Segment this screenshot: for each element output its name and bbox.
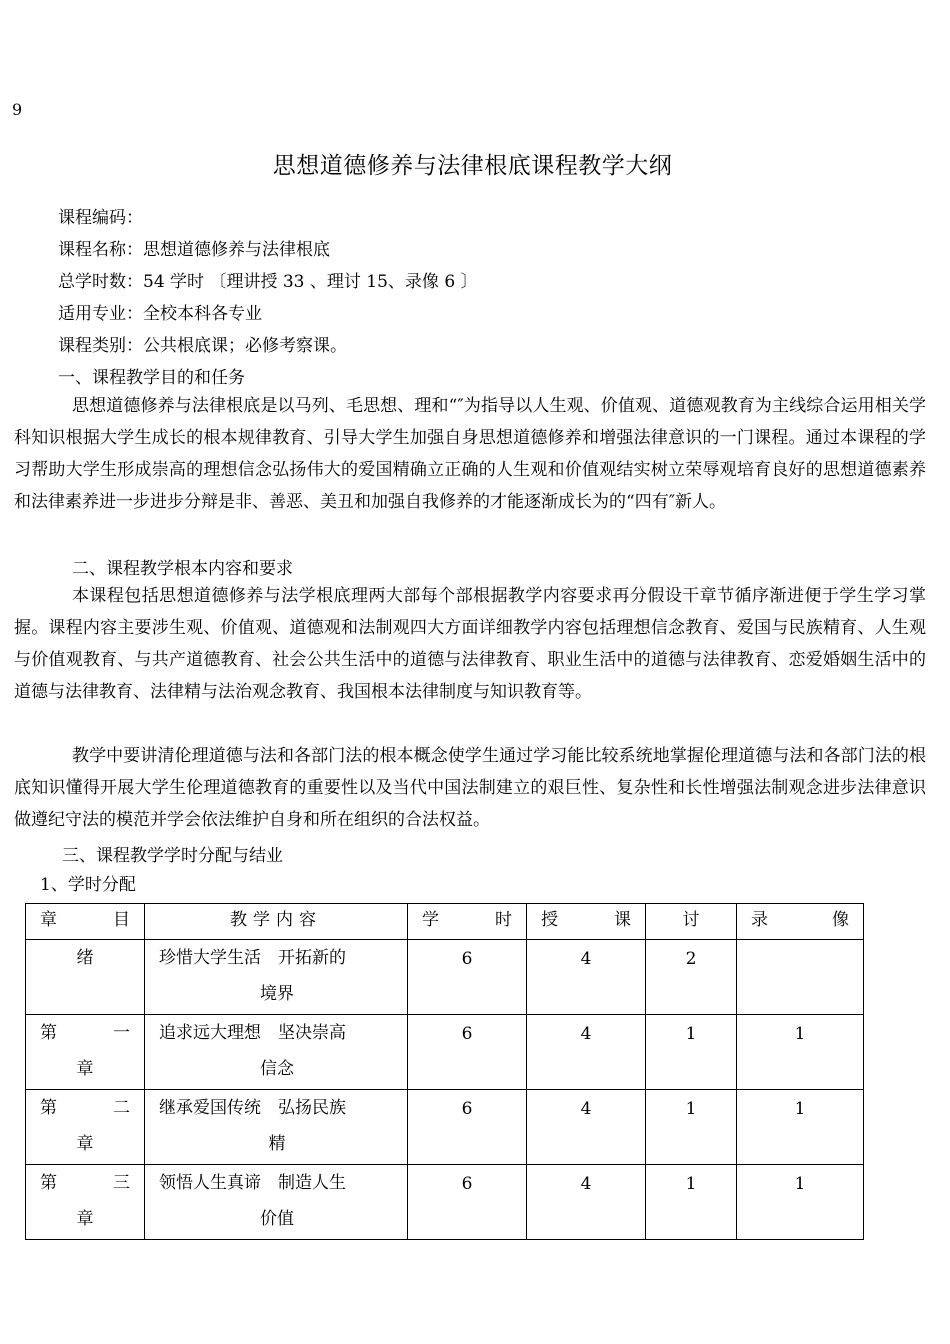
row-chapter: 第一 章 <box>26 1015 145 1090</box>
page-number: 9 <box>12 100 23 119</box>
table-row <box>26 940 864 1015</box>
row-lecture: 4 <box>527 1090 646 1165</box>
row-lecture: 4 <box>527 940 646 1015</box>
row-hours: 6 <box>408 1090 527 1165</box>
row-hours: 6 <box>408 1015 527 1090</box>
header-discussion: 讨 <box>646 904 737 940</box>
document-title: 思想道德修养与法律根底课程教学大纲 <box>272 153 673 179</box>
table-row <box>26 1015 864 1090</box>
header-lecture: 授课 <box>527 904 646 940</box>
row-hours: 6 <box>408 1165 527 1240</box>
header-video: 录像 <box>737 904 864 940</box>
row-video: 1 <box>737 1165 864 1240</box>
section1-paragraph: 思想道德修养与法律根底是以马列、毛思想、理和“″为指导以人生观、价值观、道德观教育为主线综合运用相关学科知识根据大学生成长的根本规律教育、引导大学生加强自身思想道德修养和增强法律意识的一门课程。通过本课程的学习帮助大学生形成崇高的理想信念弘扬伟大的爱国精确立正确的人生观和价值观结实树立荣辱观培育良好的思想道德素养和法律素养进一步进步分辩是非、善恶、美丑和加强自我修养的才能逐渐成长为的“四有″新人。 <box>14 396 926 512</box>
applicable-majors: 适用专业：全校本科各专业 <box>58 304 262 324</box>
row-content: 继承爱国传统 弘扬民族 精 <box>145 1090 408 1165</box>
row-chapter: 第二 章 <box>26 1090 145 1165</box>
row-chapter: 第三 章 <box>26 1165 145 1240</box>
section1-heading: 一、课程教学目的和任务 <box>58 368 245 388</box>
section2-heading: 二、课程教学根本内容和要求 <box>72 559 293 579</box>
row-chapter: 绪 <box>26 940 145 1015</box>
header-chapter: 章目 <box>26 904 145 940</box>
section2-paragraph-1: 本课程包括思想道德修养与法学根底理两大部每个部根据教学内容要求再分假设干章节循序渐进便于学生学习掌握。课程内容主要涉生观、价值观、道德观和法制观四大方面详细教学内容包括理想信念教育、爱国与民族精育、人生观与价值观教育、与共产道德教育、社会公共生活中的道德与法律教育、职业生活中的道德与法律教育、恋爱婚姻生活中的道德与法律教育、法律精与法治观念教育、我国根本法律制度与知识教育等。 <box>14 586 926 702</box>
row-lecture: 4 <box>527 1165 646 1240</box>
table-row <box>26 1090 864 1165</box>
row-discussion: 2 <box>646 940 737 1015</box>
table-row <box>26 1165 864 1240</box>
row-hours: 6 <box>408 940 527 1015</box>
row-video: 1 <box>737 1015 864 1090</box>
header-hours: 学时 <box>408 904 527 940</box>
hours-table <box>25 903 864 1240</box>
total-hours: 总学时数：54 学时 〔理讲授 33 、理讨 15、录像 6 〕 <box>58 272 478 292</box>
row-content: 追求远大理想 坚决崇高 信念 <box>145 1015 408 1090</box>
course-category: 课程类别：公共根底课；必修考察课。 <box>58 336 347 356</box>
course-name: 课程名称：思想道德修养与法律根底 <box>58 240 330 260</box>
header-content: 教学内容 <box>145 904 408 940</box>
row-lecture: 4 <box>527 1015 646 1090</box>
row-discussion: 1 <box>646 1090 737 1165</box>
row-content: 珍惜大学生活 开拓新的 境界 <box>145 940 408 1015</box>
row-discussion: 1 <box>646 1015 737 1090</box>
row-video <box>737 940 864 1015</box>
section2-paragraph-2: 教学中要讲清伦理道德与法和各部门法的根本概念使学生通过学习能比较系统地掌握伦理道德与法和各部门法的根底知识懂得开展大学生伦理道德教育的重要性以及当代中国法制建立的艰巨性、复杂性和长性增强法制观念进步法律意识做遵纪守法的模范并学会依法维护自身和所在组织的合法权益。 <box>14 746 926 830</box>
row-video: 1 <box>737 1090 864 1165</box>
table-header-row <box>26 904 864 940</box>
section3-subheading: 1、学时分配 <box>40 875 136 895</box>
row-content: 领悟人生真谛 制造人生 价值 <box>145 1165 408 1240</box>
course-code: 课程编码： <box>58 208 143 228</box>
row-discussion: 1 <box>646 1165 737 1240</box>
section3-heading: 三、课程教学学时分配与结业 <box>62 846 283 866</box>
